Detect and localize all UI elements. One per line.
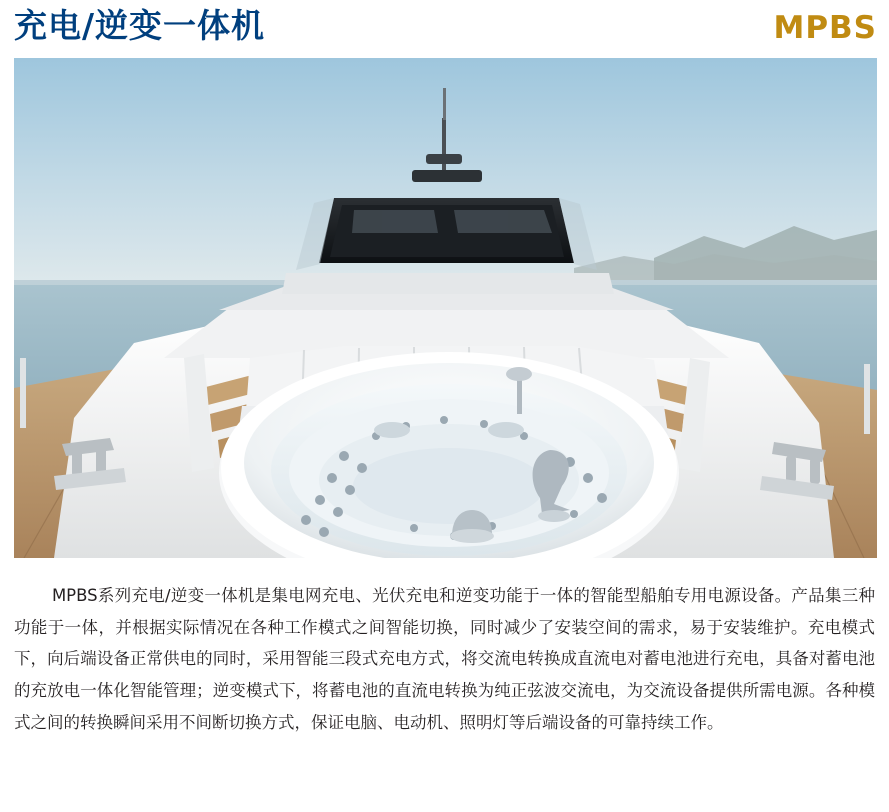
hero-image — [14, 58, 877, 558]
body-paragraph-container — [14, 580, 875, 738]
brand-logo-text: MPBS — [773, 10, 877, 46]
body-paragraph: MPBS系列充电∕逆变一体机是集电网充电、光伏充电和逆变功能于一体的智能型船舶专用电源设备。产品集三种功能于一体，并根据实际情况在各种工作模式之间智能切换，同时减少了安装空间的需求，易于安装维护。充电模式下，向后端设备正常供电的同时，采用智能三段式充电方式，将交流电转换成直流电对蓄电池进行充电，具备对蓄电池的充放电一体化智能管理；逆变模式下，将蓄电池的直流电转换为纯正弦波交流电，为交流设备提供所需电源。各种模式之间的转换瞬间采用不间断切换方式，保证电脑、电动机、照明灯等后端设备的可靠持续工作。 — [14, 586, 875, 732]
page-header — [0, 0, 889, 58]
page-title: 充电∕逆变一体机 — [14, 6, 266, 45]
yacht-deck-jacuzzi-photo — [14, 58, 877, 558]
